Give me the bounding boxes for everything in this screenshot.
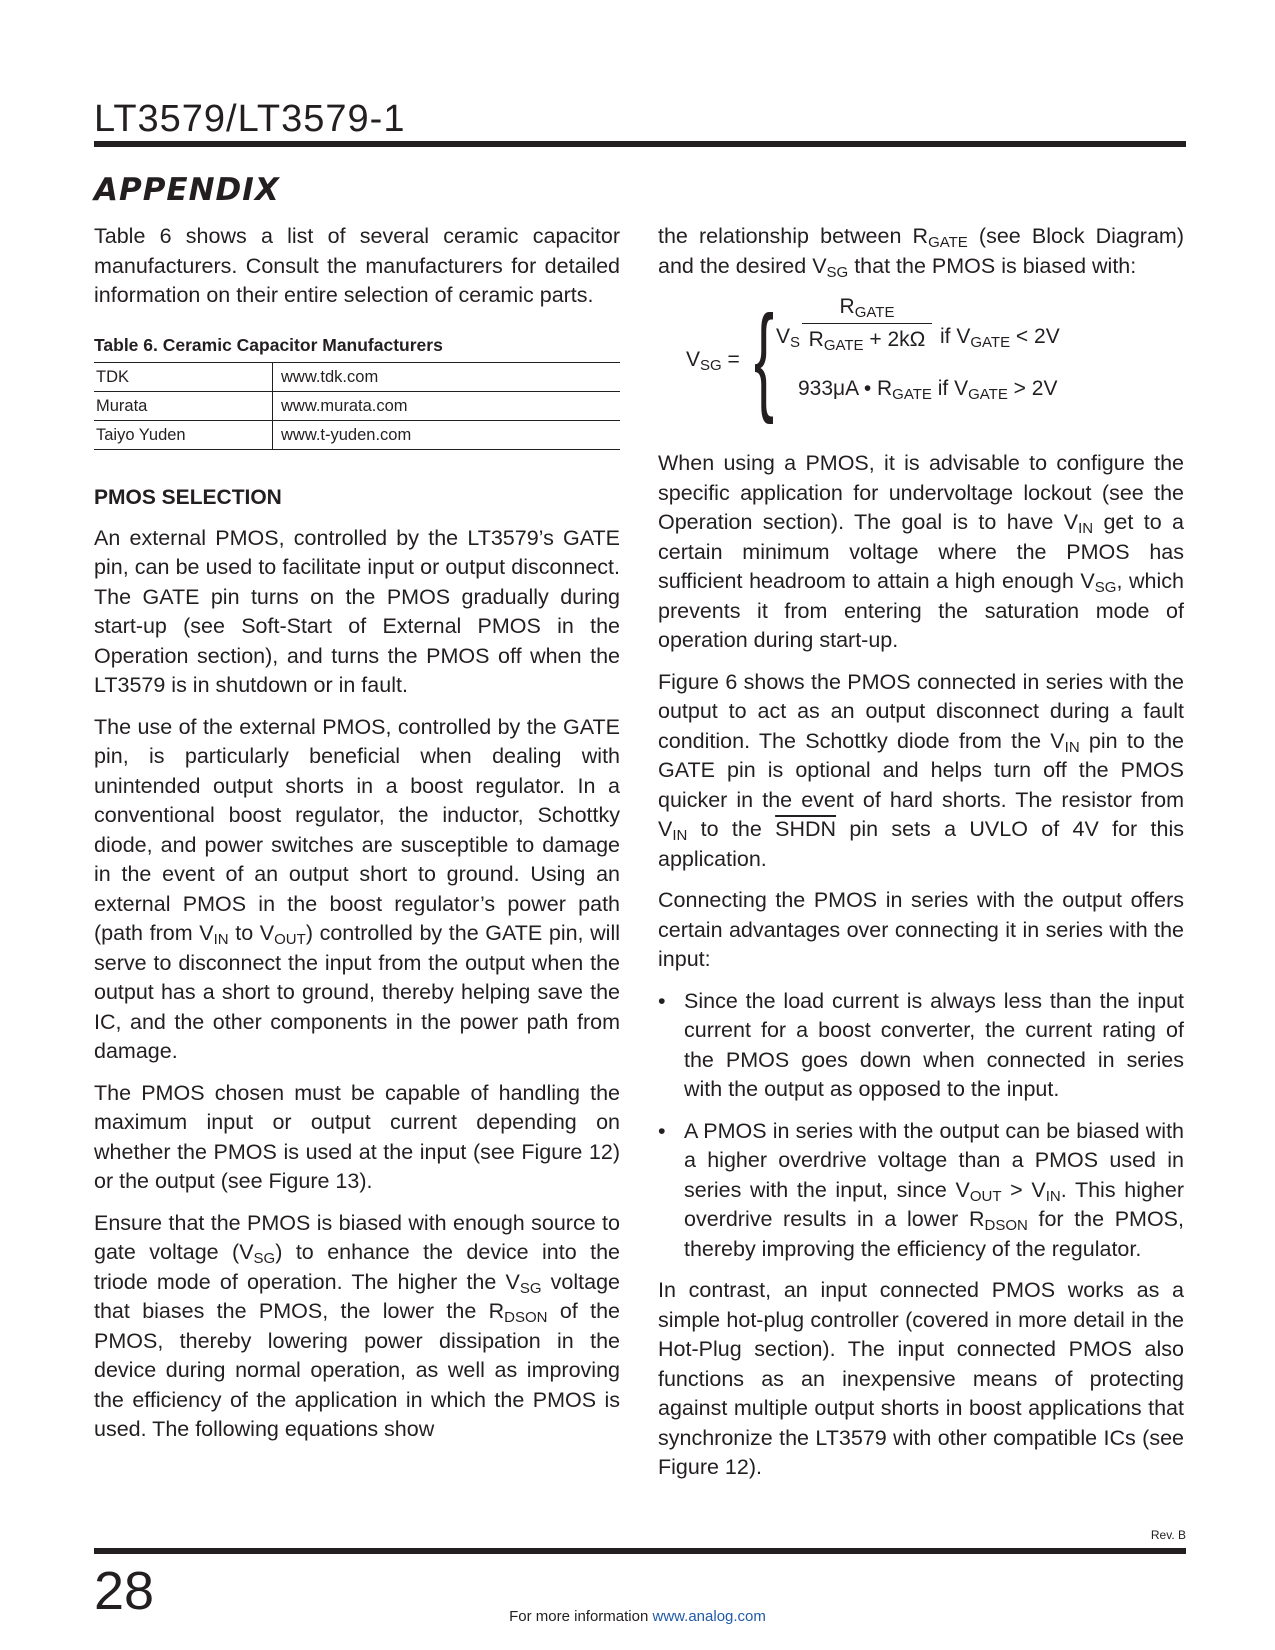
bullet-icon: • bbox=[658, 1118, 666, 1143]
relationship-paragraph: the relationship between $R_{GATE}$ (see Block Diagram) and the desired $V_{SG}$ that the PMOS is biased with: bbox=[658, 224, 1184, 281]
pmos-paragraph-1: An external PMOS, controlled by the LT3579’s GATE pin, can be used to facilitate input or output disconnect. The GATE pin turns on the PMOS gradually during start-up (see Soft-Start of External PMOS in the Operation section), and turns the PMOS off when the LT3579 is in shutdown or in fault. bbox=[94, 525, 620, 697]
manufacturer-name: Taiyo Yuden bbox=[94, 420, 273, 449]
list-item: • A PMOS in series with the output can be biased with a higher overdrive voltage than a PMOS used in series with the input, since $V_{OUT} > V_{IN}$. This higher overdrive results in a lower $R_{DSON}$ for the PMOS, thereby improving the efficiency of the regulator. bbox=[658, 1118, 1185, 1261]
contrast-paragraph: In contrast, an input connected PMOS works as a simple hot-plug controller (covered in more detail in the Hot-Plug section). The input connected PMOS also functions as an inexpensive means of protecting against multiple output shorts in boost applications that synchronize the LT3579 with other compatible ICs (see Figure 12). bbox=[658, 1278, 1184, 1479]
manufacturers-table bbox=[94, 362, 620, 450]
pmos-paragraph-3: The PMOS chosen must be capable of handling the maximum input or output current depending on whether the PMOS is used at the input (see Figure 12) or the output (see Figure 13). bbox=[94, 1080, 620, 1193]
intro-paragraph: Table 6 shows a list of several ceramic capacitor manufacturers. Consult the manufacturers for detailed information on their entire selection of ceramic parts. bbox=[94, 224, 620, 307]
manufacturer-url[interactable]: www.murata.com bbox=[273, 391, 621, 420]
equation-vs: $V_S$ bbox=[776, 325, 801, 351]
table-row bbox=[94, 420, 620, 449]
fraction-denominator: $R_{GATE} + 2k\Omega$ bbox=[808, 328, 926, 354]
right-column bbox=[658, 222, 1184, 1495]
advantages-paragraph: Connecting the PMOS in series with the output offers certain advantages over connecting it in series with the input: bbox=[658, 888, 1184, 971]
footer-info bbox=[0, 1608, 1275, 1625]
brace-symbol: { bbox=[754, 291, 775, 425]
table-caption: Table 6. Ceramic Capacitor Manufacturers bbox=[94, 334, 443, 355]
fraction-numerator: $R_{GATE}$ bbox=[802, 295, 932, 324]
revision-label: Rev. B bbox=[1150, 1528, 1186, 1542]
bullet-icon: • bbox=[658, 988, 666, 1013]
equation-row-2: 933μA • $R_{GATE}$ if $V_{GATE} > 2V$ bbox=[798, 377, 1058, 403]
manufacturer-url[interactable]: www.tdk.com bbox=[273, 362, 621, 391]
manufacturer-name: TDK bbox=[94, 362, 273, 391]
table-row bbox=[94, 362, 620, 391]
figure6-paragraph: Figure 6 shows the PMOS connected in series with the output to act as an output disconnect during a fault condition. The Schottky diode from the $V_{IN}$ pin to the GATE pin is optional and helps turn off the PMOS quicker in the event of hard shorts. The resistor from $V_{IN}$ to the SHDN pin sets a UVLO of 4V for this application. bbox=[658, 669, 1184, 871]
pmos-paragraph-2: The use of the external PMOS, controlled by the GATE pin, is particularly beneficial when dealing with unintended output shorts in a boost regulator. In a conventional boost regulator, the inductor, Schottky diode, and power switches are susceptible to damage in the event of an output short to ground. Using an external PMOS in the boost regulator’s power path (path from $V_{IN}$ to $V_{OUT}$) controlled by the GATE pin, will serve to disconnect the input from the output when the output has a short to ground, thereby helping save the IC, and the other components in the power path from damage. bbox=[94, 714, 621, 1063]
footer-more-info: For more information bbox=[509, 1608, 653, 1625]
page-title: LT3579/LT3579-1 bbox=[94, 98, 406, 140]
manufacturer-name: Murata bbox=[94, 391, 273, 420]
left-column bbox=[94, 222, 620, 1457]
page-number: 28 bbox=[94, 1561, 155, 1621]
footer-rule bbox=[94, 1548, 1186, 1554]
equation-fraction bbox=[802, 295, 932, 352]
uvlo-paragraph: When using a PMOS, it is advisable to configure the specific application for undervoltage lockout (see the Operation section). The goal is to have $V_{IN}$ get to a certain minimum voltage where the PMOS has sufficient headroom to attain a high enough $V_{SG}$, which prevents it from entering the saturation mode of operation during start-up. bbox=[658, 451, 1184, 652]
pmos-paragraph-4: Ensure that the PMOS is biased with enough source to gate voltage $(V_{SG})$ to enhance the device into the triode mode of operation. The higher the $V_{SG}$ voltage that biases the PMOS, the lower the $R_{DSON}$ of the PMOS, thereby lowering power dissipation in the device during normal operation, as well as improving the efficiency of the application in which the PMOS is used. The following equations show bbox=[94, 1210, 621, 1441]
table-row bbox=[94, 391, 620, 420]
vsg-equation bbox=[658, 291, 1184, 435]
advantages-list bbox=[658, 987, 1184, 1265]
section-heading: APPENDIX bbox=[94, 172, 280, 208]
list-item: • Since the load current is always less than the input current for a boost converter, the current rating of the PMOS goes down when connected in series with the output as opposed to the input. bbox=[658, 988, 1184, 1101]
equation-lhs: $V_{SG}$ = bbox=[686, 348, 740, 374]
manufacturer-url[interactable]: www.t-yuden.com bbox=[273, 420, 621, 449]
equation-condition-1: if $V_{GATE} < 2V$ bbox=[940, 325, 1060, 351]
header-rule bbox=[94, 141, 1186, 147]
footer-link[interactable]: www.analog.com bbox=[652, 1608, 766, 1625]
pmos-selection-heading: PMOS SELECTION bbox=[94, 485, 282, 509]
